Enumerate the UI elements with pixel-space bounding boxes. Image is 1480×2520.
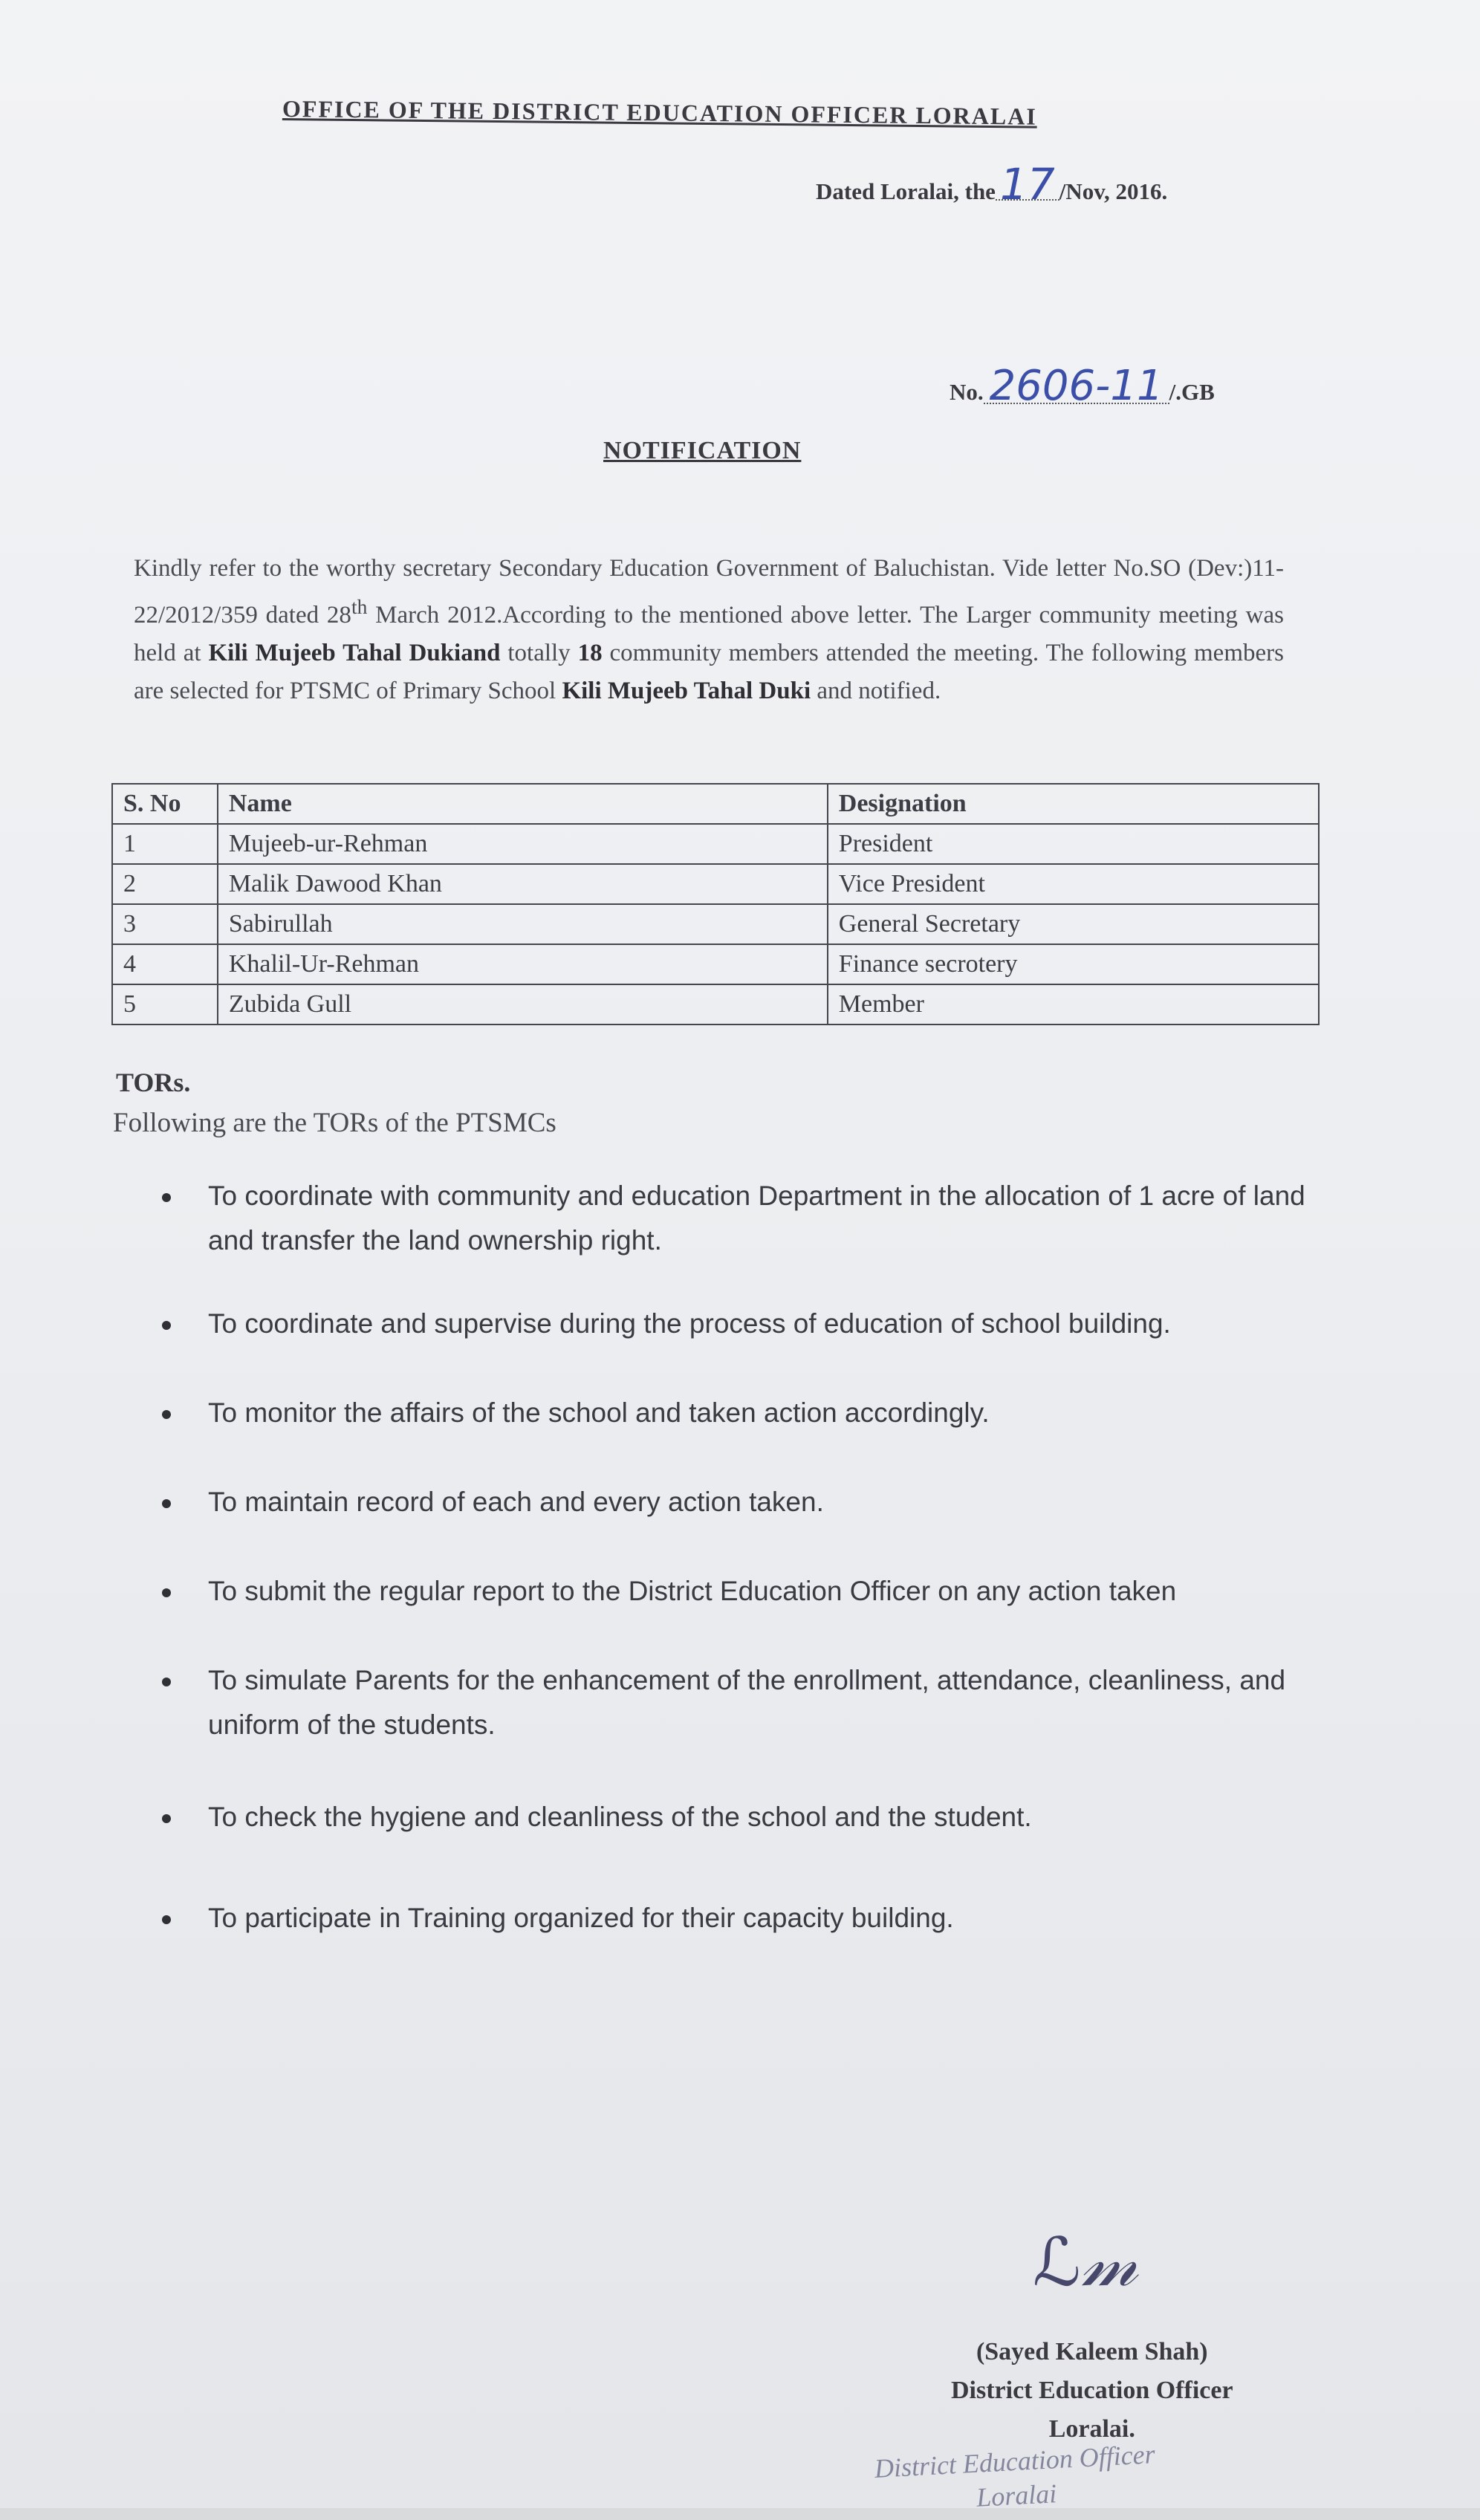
signatory-place: Loralai. (1048, 2415, 1135, 2443)
row-sno: 5 (112, 984, 218, 1024)
table-row (112, 944, 1319, 984)
list-item: To check the hygiene and cleanliness of the school and the student. (126, 1795, 1345, 1839)
row-name: Mujeeb-ur-Rehman (218, 824, 603, 864)
row-name: Zubida Gull (218, 984, 603, 1024)
table-row (112, 984, 1319, 1024)
member-count: 18 (577, 640, 603, 666)
date-line (816, 159, 1168, 210)
row-designation: President (828, 824, 1319, 864)
row-sno: 3 (112, 904, 218, 944)
row-sno: 2 (112, 864, 218, 904)
intro-superscript: th (351, 595, 368, 618)
table-row (112, 864, 1319, 904)
row-name: Malik Dawood Khan (218, 864, 603, 904)
signatory-name: (Sayed Kaleem Shah) (976, 2338, 1208, 2365)
header-name: Name (218, 784, 603, 824)
row-name: Khalil-Ur-Rehman (218, 944, 603, 984)
reference-suffix: /.GB (1169, 379, 1215, 405)
row-designation: General Secretary (828, 904, 1319, 944)
intro-text-3: totally (500, 640, 578, 666)
list-item: To simulate Parents for the enhancement of the enrollment, attendance, cleanliness, and uniform of the students. (126, 1658, 1345, 1747)
notification-title: NOTIFICATION (603, 437, 802, 464)
stamp-line-2: Loralai (976, 2478, 1058, 2513)
list-item: To monitor the affairs of the school and taken action accordingly. (126, 1391, 1345, 1435)
office-stamp (874, 2437, 1158, 2520)
list-item: To coordinate with community and education Department in the allocation of 1 acre of land and transfer the land ownership right. (126, 1174, 1345, 1263)
row-designation: Member (828, 984, 1319, 1024)
header-spacer (603, 784, 828, 824)
row-name: Sabirullah (218, 904, 603, 944)
table-row (112, 824, 1319, 864)
list-item: To coordinate and supervise during the process of education of school building. (126, 1302, 1345, 1346)
tors-list (126, 1174, 1345, 1941)
members-table (111, 783, 1320, 1025)
tors-subheading: Following are the TORs of the PTSMCs (113, 1108, 556, 1138)
header-designation: Designation (828, 784, 1319, 824)
row-sno: 1 (112, 824, 218, 864)
meeting-place: Kili Mujeeb Tahal Dukiand (208, 640, 501, 666)
intro-text-5: and notified. (811, 678, 941, 704)
row-designation: Vice President (828, 864, 1319, 904)
list-item: To participate in Training organized for their capacity building. (126, 1896, 1345, 1941)
intro-text-2: March 2012.According to the mentioned above letter. The Larger community meeting was held at (134, 602, 1285, 666)
handwritten-signature: ℒ𝓂 (1033, 2224, 1138, 2302)
list-item: To submit the regular report to the District Education Officer on any action taken (126, 1569, 1345, 1614)
intro-text-4: community members attended the meeting. The following members are selected for PTSMC of Primary School (134, 640, 1284, 704)
date-prefix: Dated Loralai, the (816, 178, 996, 204)
reference-prefix: No. (950, 379, 984, 405)
table-header-row (112, 784, 1319, 824)
header-sno: S. No (112, 784, 218, 824)
school-name: Kili Mujeeb Tahal Duki (562, 678, 811, 704)
date-suffix: /Nov, 2016. (1059, 178, 1168, 204)
signatory-designation: District Education Officer (951, 2377, 1233, 2404)
reference-number-handwritten: 2606-11 (984, 370, 1169, 404)
tors-heading: TORs. (116, 1068, 191, 1097)
row-sno: 4 (112, 944, 218, 984)
intro-paragraph (134, 550, 1284, 710)
reference-number (950, 362, 1215, 410)
intro-text-1: Kindly refer to the worthy secretary Secondary Education Government of Baluchistan. Vide letter No.SO (Dev:)11-22/2012/359 dated 28 (134, 555, 1284, 629)
list-item: To maintain record of each and every action taken. (126, 1480, 1345, 1524)
row-designation: Finance secrotery (828, 944, 1319, 984)
office-heading: OFFICE OF THE DISTRICT EDUCATION OFFICER LORALAI (282, 95, 1037, 130)
table-row (112, 904, 1319, 944)
date-day-handwritten: 17 (996, 169, 1059, 201)
signature-block (951, 2224, 1233, 2449)
stamp-line-1: District Education Officer (874, 2439, 1156, 2484)
